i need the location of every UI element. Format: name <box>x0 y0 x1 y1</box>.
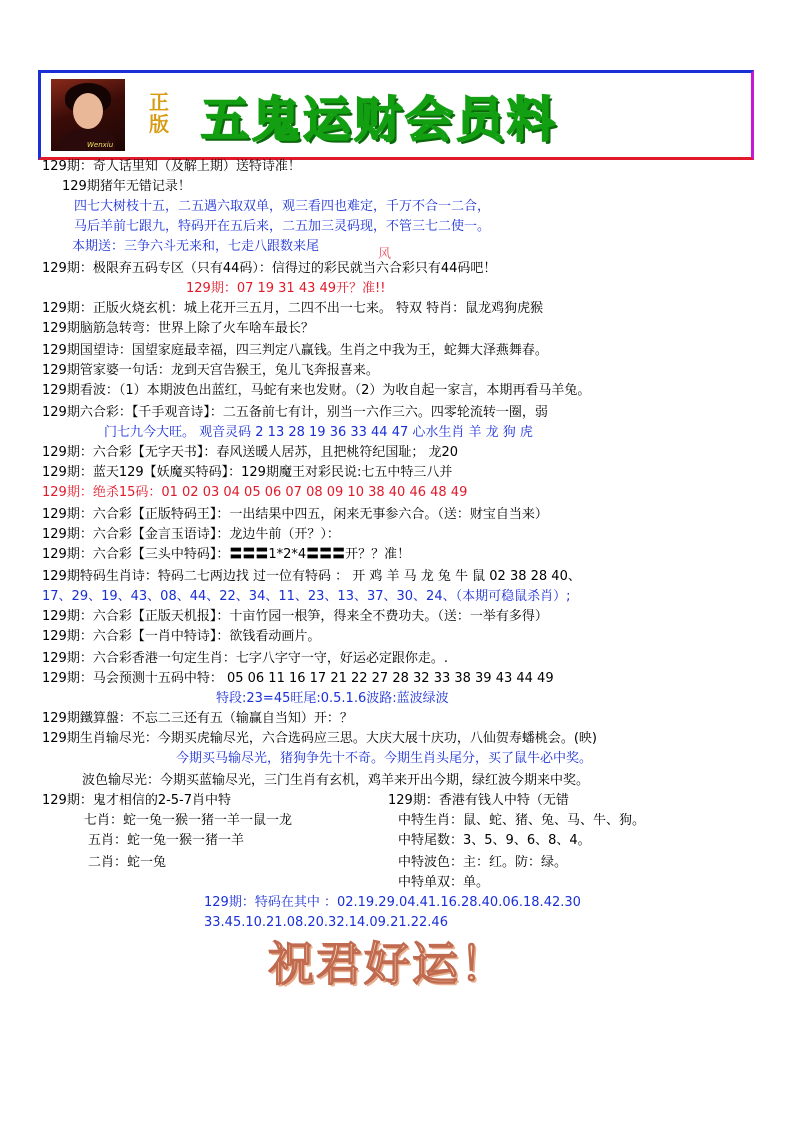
header-banner <box>38 70 754 160</box>
text-line: 129期：六合彩香港一句定生肖：七字八字守一守，好运必定跟你走。. <box>42 651 448 666</box>
text-line: 129期：正版火烧玄机：城上花开三五月，二四不出一七来。 特双 特肖：鼠龙鸡狗虎猴 <box>42 301 544 316</box>
text-line: 129期六合彩：【千手观音诗】：二五备前七有计，别当一六作三六。四零轮流转一圈，弱 <box>42 405 548 420</box>
text-line: 129期：马会预测十五码中特： 05 06 11 16 17 21 22 27 28 32 33 38 39 43 44 49 <box>42 671 554 686</box>
blessing-text: 祝君好运！ <box>268 937 508 991</box>
text-line: 129期管家婆一句话：龙到天宫告猴王，兔儿飞奔报喜来。 <box>42 363 379 378</box>
text-line: 129期：六合彩【正版特码王】：一出结果中四五，闲来无事参六合。（送：财宝自当来） <box>42 507 548 522</box>
stamp-mark: 风 <box>378 247 392 262</box>
text-line: 129期特码生肖诗：特码二七两边找 过一位有特码 ： 开 鸡 羊 马 龙 兔 牛 鼠 02 38 28 40、 <box>42 569 581 584</box>
text-line: 129期：六合彩【无字天书】：春风送暖人居苏，且把桃符纪国耻； 龙20 <box>42 445 458 460</box>
edition-mark: 正版 <box>149 90 169 136</box>
text-line: 129期：蓝天129【妖魔买特码】：129期魔王对彩民说:七五中特三八并 <box>42 465 453 480</box>
text-line: 129期：六合彩【三头中特码】：〓〓〓1*2*4〓〓〓开？？准！ <box>42 547 411 562</box>
text-line: 129期鐵算盤：不忘二三还有五（输赢自当知）开：？ <box>42 711 353 726</box>
portrait-face <box>73 93 103 129</box>
text-line: 129期脑筋急转弯：世界上除了火车啥车最长？ <box>42 321 314 336</box>
text-line: 17、29、19、43、08、44、22、34、11、23、13、37、30、24、（本期可稳鼠杀肖）; <box>42 589 571 604</box>
text-line: 中特尾数：3、5、9、6、8、4。 <box>398 833 591 848</box>
text-line: 129期国望诗：国望家庭最幸福，四三判定八赢钱。生肖之中我为王，蛇舞大泽燕舞春。 <box>42 343 548 358</box>
text-line: 129期：六合彩【一肖中特诗】：欲钱看动画片。 <box>42 629 321 644</box>
text-line: 五肖：蛇一兔一猴一猪一羊 <box>88 833 245 848</box>
text-line: 中特波色：主：红。防：绿。 <box>398 855 568 870</box>
text-line: 二肖：蛇一兔 <box>88 855 167 870</box>
text-line: 四七大树枝十五，二五遇六取双单，观三看四也难定，千万不合一二合， <box>74 199 491 214</box>
text-line: 本期送：三争六斗无来和，七走八跟数来尾 <box>72 239 320 254</box>
text-line: 129期：07 19 31 43 49开？准!! <box>186 281 386 296</box>
page-title: 五鬼运财会员料 <box>201 92 559 148</box>
photo-signature: Wenxiu <box>87 141 114 149</box>
text-line: 33.45.10.21.08.20.32.14.09.21.22.46 <box>204 915 448 930</box>
text-line: 129期：香港有钱人中特（无错 <box>388 793 569 808</box>
text-line: 今期买马输尽光，猪狗争先十不奇。今期生肖头尾分，买了鼠牛必中奖。 <box>176 751 593 766</box>
text-line: 129期：六合彩【正版天机报】：十亩竹园一根笋，得来全不费功夫。（送：一举有多得） <box>42 609 548 624</box>
text-line: 门七九今大旺。 观音灵码 2 13 28 19 36 33 44 47 心水生肖 羊 龙 狗 虎 <box>104 425 533 440</box>
text-line: 中特生肖：鼠、蛇、猪、兔、马、牛、狗。 <box>398 813 646 828</box>
text-line: 129期：特码在其中 ：02.19.29.04.41.16.28.40.06.18.42.30 <box>204 895 581 910</box>
text-line: 中特单双：单。 <box>398 875 490 890</box>
text-line: 波色输尽光：今期买蓝输尽光，三门生肖有玄机，鸡羊来开出今期，绿红波今期来中奖。 <box>82 773 590 788</box>
text-line: 129期：极限弃五码专区（只有44码）：信得过的彩民就当六合彩只有44码吧！ <box>42 261 497 276</box>
text-line: 129期：六合彩【金言玉语诗】：龙边牛前（开？）： <box>42 527 340 542</box>
portrait-photo <box>51 79 125 151</box>
text-line: 129期看波：（1）本期波色出蓝红，马蛇有来也发财。（2）为收自起一家言，本期再看马羊兔。 <box>42 383 591 398</box>
text-line: 马后羊前七跟九，特码开在五后来，二五加三灵码现，不管三七二使一。 <box>74 219 491 234</box>
text-line: 129期生肖输尽光：今期买虎输尽光，六合选码应三思。大庆大展十庆功，八仙贺寿蟠桃会。(映) <box>42 731 597 746</box>
text-line: 129期：奇人话里知（及解上期）送特诗准！ <box>42 159 301 174</box>
text-line: 129期：鬼才相信的2-5-7肖中特 <box>42 793 232 808</box>
text-line: 七肖：蛇一兔一猴一猪一羊一鼠一龙 <box>84 813 293 828</box>
text-line: 特段:23=45旺尾:0.5.1.6波路:蓝波绿波 <box>216 691 449 706</box>
text-line: 129期猪年无错记录！ <box>62 179 191 194</box>
text-line: 129期：绝杀15码：01 02 03 04 05 06 07 08 09 10 38 40 46 48 49 <box>42 485 468 500</box>
